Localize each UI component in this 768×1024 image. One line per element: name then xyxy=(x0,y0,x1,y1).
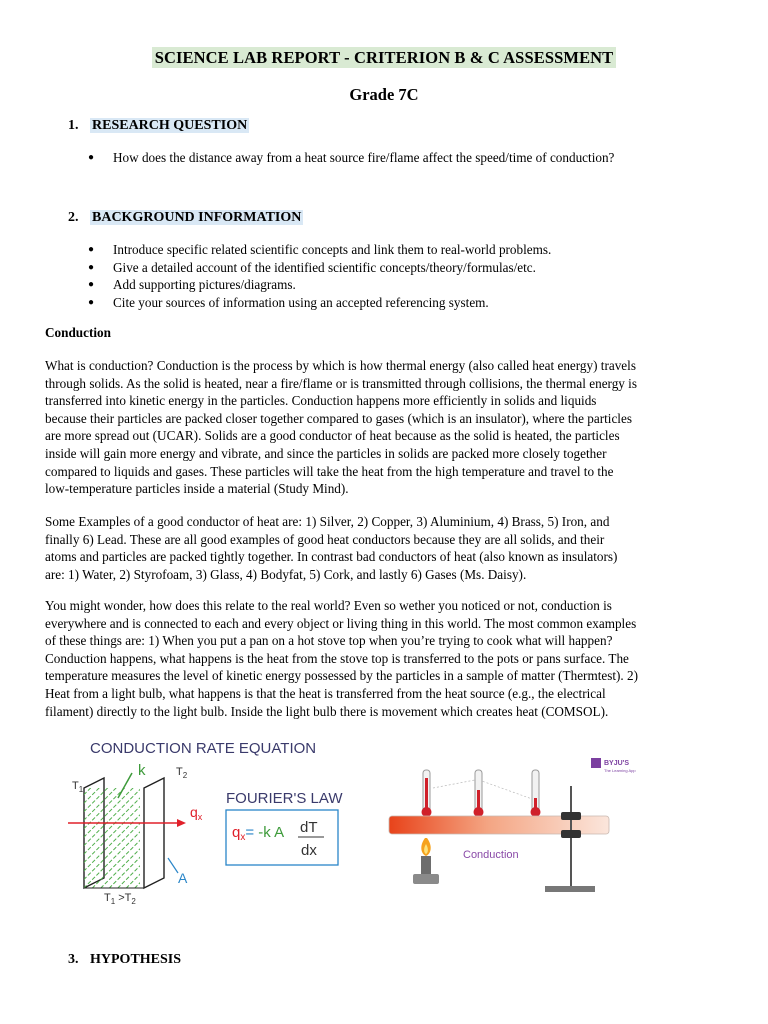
list-item: ● Add supporting pictures/diagrams. xyxy=(88,276,551,294)
bunsen-burner-icon xyxy=(413,838,439,884)
conduction-rate-equation-figure xyxy=(60,733,360,905)
clamp xyxy=(561,812,581,820)
equation-denominator: dx xyxy=(301,842,317,859)
area-pointer xyxy=(168,858,178,873)
arrow-head-icon xyxy=(177,819,186,827)
equation-lhs: $q_x= -k$ A xyxy=(232,824,285,843)
wall-face-right xyxy=(144,778,164,888)
thermometer-icon xyxy=(422,770,432,817)
fouriers-law-label: FOURIER'S LAW xyxy=(226,790,343,807)
conduction-label: Conduction xyxy=(463,849,519,861)
stand-base xyxy=(545,886,595,892)
conduction-paragraph-1: What is conduction? Conduction is the process by which is how thermal energy (also called heat energy) travels through solids. As the solid is heated, near a fire/flame or is transmitted through collisions, the thermal energy is transferred into kinetic energy in the particles. Conduction happens more efficiently in solids and liquids because their particles are packed closer together compared to gases (which is an insulator), where the particles are more spread out (UCAR). Solids are a good conductor of heat because as the solid is heated, the particles inside will gain more energy and vibrate, and since the particles in solids are packed more closely together compared to liquids and gases. These particles will take the heat from the high temperature and travel to the low-temperature particles inside a material (Study Mind). xyxy=(45,358,637,497)
section-heading-hypothesis: 3. HYPOTHESIS xyxy=(68,952,182,967)
label-a: A xyxy=(178,870,188,886)
conduction-heading: Conduction xyxy=(45,325,111,340)
conduction-apparatus-figure xyxy=(375,752,640,902)
temperature-condition: $T_1 >T_2$ xyxy=(104,892,136,905)
dotted-guide xyxy=(433,780,475,788)
list-item: ● Give a detailed account of the identified scientific concepts/theory/formulas/etc. xyxy=(88,259,551,277)
page-title: SCIENCE LAB REPORT - CRITERION B & C ASSESSMENT xyxy=(0,48,768,68)
label-k: k xyxy=(138,762,146,779)
conduction-paragraph-3: You might wonder, how does this relate to the real world? Even so wether you noticed or not, conduction is everywhere and is connected to each and every object or living thing in this world. The most common examples of these things are: 1) When you put a pan on a hot stove top when you’re trying to cook what will happen? Conduction happens, what happens is the heat from the stove top is transferred to the pots or pans surface. The temperature measures the level of kinetic energy possessed by the particles in a sample of matter (Thermtest). 2) Heat from a light bulb, what happens is that the heat is transferred from the heat source (e.g., the electrical filament) directly to the light bulb. Inside the light bulb there is movement which creates heat (COMSOL). xyxy=(45,598,638,719)
conduction-paragraph-2: Some Examples of a good conductor of heat are: 1) Silver, 2) Copper, 3) Aluminium, 4) Brass, 5) Iron, and finally 6) Lead. These are all good examples of good heat conductors because they are all solids, and their atoms and particles are packed tightly together. In contrast bad conductors of heat (also known as insulators) are: 1) Water, 2) Styrofoam, 3) Glass, 4) Bodyfat, 5) Cork, and lastly 6) Gases (Ms. Daisy). xyxy=(45,514,618,582)
list-item: ● Introduce specific related scientific concepts and link them to real-world problems. xyxy=(88,241,551,259)
section-heading-research-question: 1. RESEARCH QUESTION xyxy=(68,118,248,133)
label-qx: $q_x$ xyxy=(190,804,203,822)
brand-name: BYJU'S xyxy=(604,760,630,767)
figure-title: CONDUCTION RATE EQUATION xyxy=(90,740,317,757)
thermometer-icon xyxy=(531,770,541,817)
grade-label: Grade 7C xyxy=(349,85,419,104)
label-t1: $T_1$ xyxy=(72,780,84,794)
clamp xyxy=(561,830,581,838)
wall-hatch xyxy=(84,788,140,888)
section-heading-background-information: 2. BACKGROUND INFORMATION xyxy=(68,210,302,225)
thermometer-icon xyxy=(474,770,484,817)
list-item: ● Cite your sources of information using an accepted referencing system. xyxy=(88,294,551,312)
brand-logo-icon xyxy=(591,758,601,768)
list-item: ● How does the distance away from a heat source fire/flame affect the speed/time of conduction? xyxy=(88,149,614,167)
label-t2: $T_2$ xyxy=(176,766,188,780)
dotted-guide xyxy=(479,780,535,800)
equation-numerator: dT xyxy=(300,819,318,836)
brand-tagline: The Learning App xyxy=(604,768,636,773)
research-question-list xyxy=(88,149,614,167)
background-guidelines-list xyxy=(88,241,551,311)
